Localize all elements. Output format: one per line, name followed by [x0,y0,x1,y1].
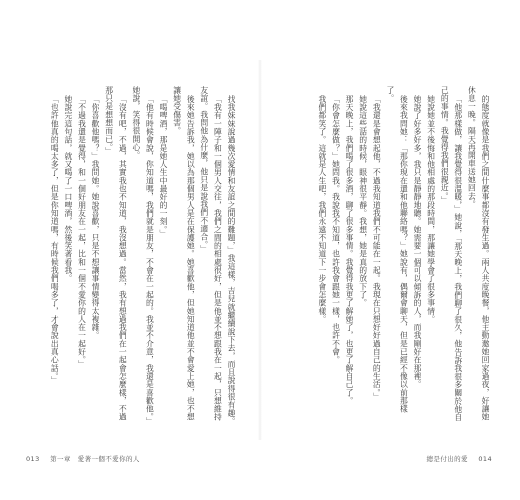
paragraph: 「也許他真的喝太多了，但是你知道嗎，有時候我們喝多了，才會說出真心話。」 [50,95,60,385]
paragraph: 她說這些話的時候，眼神很平靜。我想，她是真的放下了。 [358,95,368,308]
running-title: 第一章 愛著一個不愛你的人 [50,455,140,463]
paragraph: 「我有一陣子和一個男人交往，我們之間的相處很好，但是他並不想跟我在一起，只想維持友誼。我問他為什麼，他只是說我們不適合。」 [199,86,223,422]
paragraph: 「他有時候會說，你知道嗎，我們就是朋友，不會在一起的。我並不介意，我還是喜歡他。」她說，笑得很開心。 [131,86,155,426]
paragraph: 的態度就像是我們之間什麼事都沒有發生過。兩人共度晚餐，他主動邀她回家過夜，好讓她休息一晚。隔天再開車送她回去。 [467,86,490,422]
left-page-body [26,86,238,426]
paragraph: 她說她並不後悔和他相處的那段時間，那讓她學會了很多事情。 [426,95,436,324]
paragraph: 「他那樣做，讓我覺得很溫暖，」她說，「那天晚上，我們聊了很久，他告訴我很多關於他自己的事情。我覺得我們很親近。」 [440,86,463,422]
paragraph: 「不過我還是覺得，和一個好朋友在一起，比和一個不愛你的人在一起好。」 [77,95,87,369]
page-number: 014 [478,455,492,463]
paragraph: 那天晚上，我們喝了很多酒，聊了很多事情。我覺得我更了解她了，也更了解自己了。 [345,95,355,406]
left-page-footer [26,454,140,463]
page-number: 013 [26,455,40,463]
paragraph: 她說完這句話，就又喝了一口啤酒，然後笑著看我。 [63,95,73,283]
paragraph: 「沒有吧，不過，其實我也不知道，我沒想過。當然，我有想過我們在一起會怎麼樣，不過那只是想想而已。」 [104,86,128,422]
right-page-footer [427,454,492,463]
paragraph: 「你喜歡他嗎？」我問她。她說喜歡，只是不想讓事情變得太複雜。 [91,95,101,340]
right-page [260,0,520,500]
paragraph: 找我妹妹說過幾次愛情和友誼之間的難題，」我這樣，吉兒就繼續說下去，而且說得很有趣。 [227,95,236,426]
paragraph: 後來我問她：「那你現在還和他聯絡嗎？」她說有，偶爾會聊天，但是已經不像以前那樣了。 [385,86,409,414]
paragraph: 後來她告訴我，她以為那個男人是在保護她。她喜歡他，但她知道他並不會愛上她，也不想讓她受傷害。 [172,86,196,422]
paragraph: 「我還是會想起他，不過我知道我們不可能在一起。我現在只想好好過自己的生活。」 [372,95,382,402]
paragraph: 「喝啤酒，那是她人生中最好的一刻。」 [159,95,169,239]
running-title: 總是付出的愛 [426,455,468,463]
paragraph: 她說了好多好多，我只是靜靜地聽。她需要一個可以傾訴的人，而我剛好在那裡。 [413,95,423,389]
right-page-body [280,86,492,426]
paragraph: 我們都笑了。這就是人生吧，我們永遠不知道下一步會怎麼樣。 [317,95,327,324]
paragraph: 「你會怎麼做？」她問我。我說我不知道，也許我會跟她一樣，也許不會。 [331,95,341,365]
